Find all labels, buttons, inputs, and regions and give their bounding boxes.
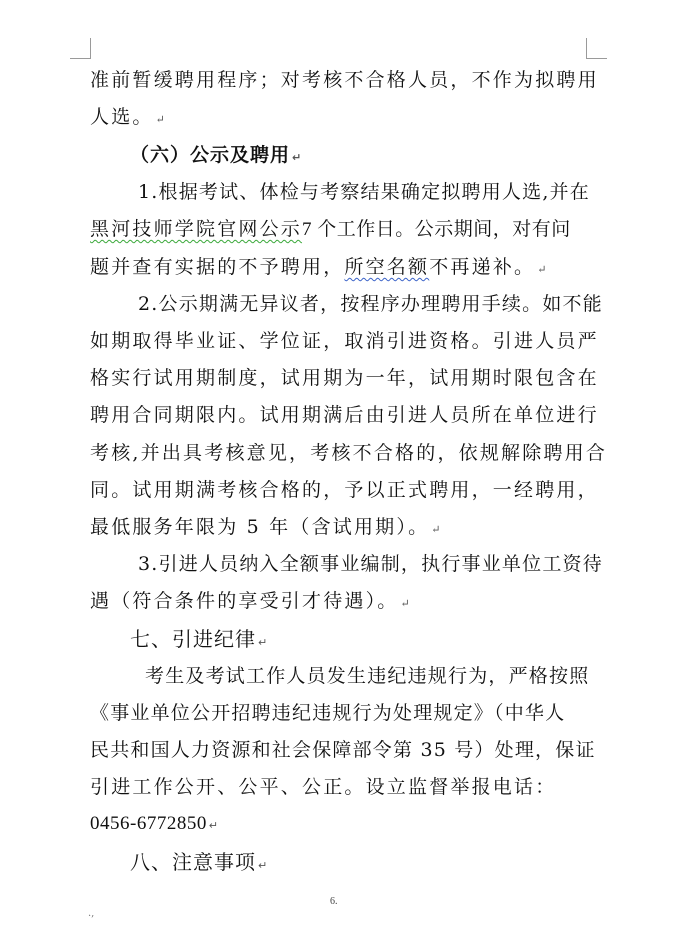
text-line: 引进工作公开、公平、公正。设立监督举报电话：	[90, 776, 557, 798]
paragraph-mark-icon: ↵	[258, 636, 268, 649]
text-line: 黑河技师学院官网公示7 个工作日。公示期间，对有问	[90, 218, 571, 240]
text-line: 准前暂缓聘用程序；对考核不合格人员，不作为拟聘用	[90, 69, 599, 91]
grammar-underline: 所空名额	[344, 256, 430, 278]
paragraph-mark-icon: ↵	[400, 597, 410, 610]
section-heading-8: 八、注意事项 ↵	[130, 850, 268, 874]
text-line: 遇（符合条件的享受引才待遇）。 ↵	[90, 590, 410, 612]
crop-mark-top-right	[586, 38, 607, 59]
text-line: 3.引进人员纳入全额事业编制，执行事业单位工资待	[138, 553, 603, 575]
phone-number: 0456-6772850 ↵	[90, 813, 219, 834]
crop-mark-top-left	[70, 38, 91, 59]
section-heading-6: （六）公示及聘用 ↵	[130, 144, 302, 166]
page-number: 6.	[330, 896, 338, 907]
text-line: 2.公示期满无异议者，按程序办理聘用手续。如不能	[138, 293, 603, 315]
paragraph-mark-icon: ↵	[431, 523, 441, 536]
text-line: 《事业单位公开招聘违纪违规行为处理规定》（中华人	[90, 702, 566, 724]
foot-mark: .,	[88, 908, 95, 919]
spellcheck-underline: 黑河技师学院官网公示	[90, 218, 303, 240]
paragraph-mark-icon: ↵	[208, 820, 219, 832]
paragraph-mark-icon: ↵	[537, 263, 547, 276]
paragraph-mark-icon: ↵	[292, 151, 302, 164]
text-line: 民共和国人力资源和社会保障部令第 35 号）处理，保证	[90, 739, 596, 761]
paragraph-mark-icon: ↵	[155, 113, 165, 126]
text-line: 1.根据考试、体检与考察结果确定拟聘用人选,并在	[138, 181, 590, 203]
text-line: 考核,并出具考核意见，考核不合格的，依规解除聘用合	[90, 442, 608, 464]
text-line: 聘用合同期限内。试用期满后由引进人员所在单位进行	[90, 404, 599, 426]
text-line: 如期取得毕业证、学位证，取消引进资格。引进人员严	[90, 330, 599, 352]
text-line: 同。试用期满考核合格的，予以正式聘用，一经聘用，	[90, 479, 599, 501]
text-line: 考生及考试工作人员发生违纪违规行为，严格按照	[145, 665, 590, 687]
text-line: 格实行试用期制度，试用期为一年，试用期时限包含在	[90, 367, 599, 389]
paragraph-mark-icon: ↵	[258, 859, 268, 872]
section-heading-7: 七、引进纪律 ↵	[130, 627, 268, 651]
text-line: 人选。 ↵	[90, 106, 165, 128]
text-line: 题并查有实据的不予聘用，所空名额不再递补。 ↵	[90, 256, 547, 278]
text-line: 最低服务年限为 5 年（含试用期）。 ↵	[90, 516, 441, 538]
